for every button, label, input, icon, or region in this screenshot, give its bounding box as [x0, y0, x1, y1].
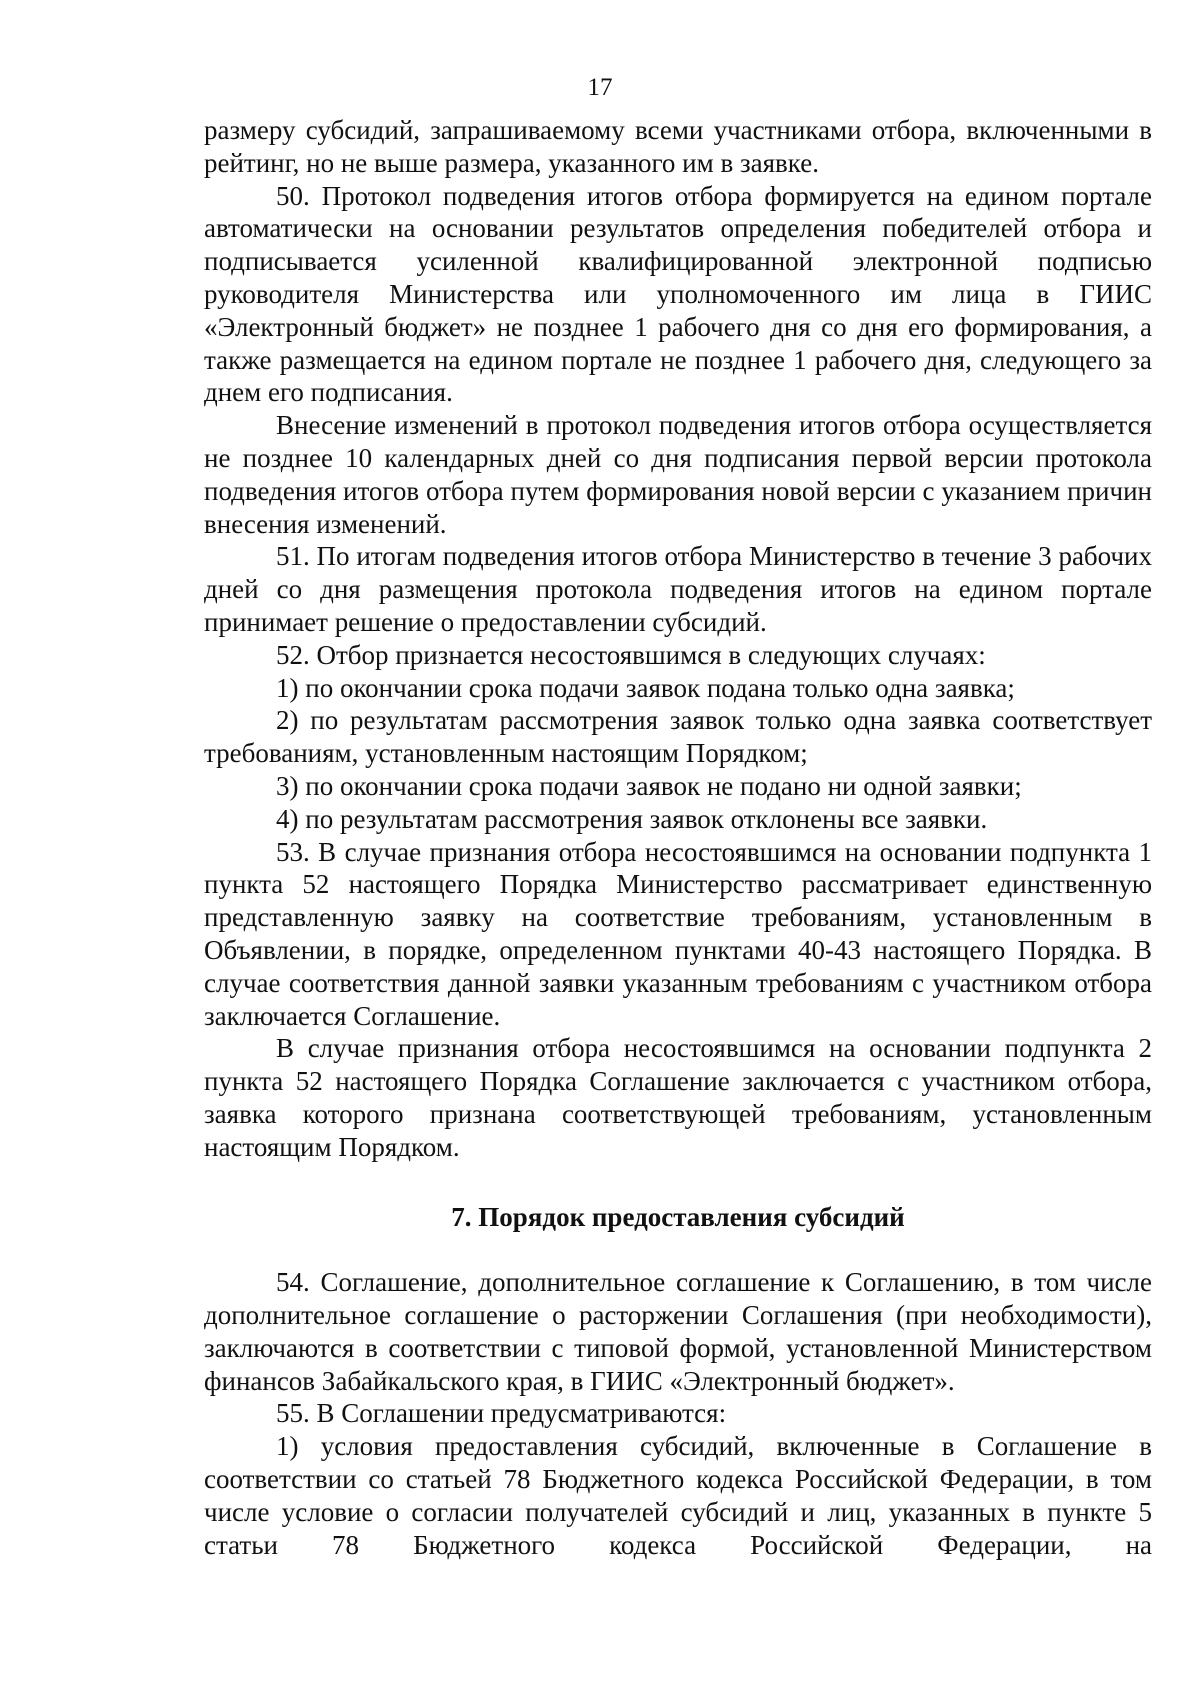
paragraph-item-50: 50. Протокол подведения итогов отбора формируется на едином портале автоматически на основании результатов определения победителей отбора и подписывается усиленной квалифицированной электронной подписью руководителя Министерства или уполномоченного им лица в ГИИС «Электронный бюджет» не позднее 1 рабочего дня со дня его формирования, а также размещается на едином портале не позднее 1 рабочего дня, следующего за днем его подписания.: [204, 180, 1152, 408]
paragraph-item-52-sub-3: 3) по окончании срока подачи заявок не подано ни одной заявки;: [276, 770, 1022, 801]
paragraph-item-55: 55. В Соглашении предусматриваются:: [276, 1398, 727, 1429]
paragraph-item-54: 54. Соглашение, дополнительное соглашение к Соглашению, в том числе дополнительное соглашение о расторжении Соглашения (при необходимости), заключаются в соответствии с типовой формой, установленной Министерством финансов Забайкальского края, в ГИИС «Электронный бюджет».: [204, 1267, 1152, 1396]
paragraph-item-51: 51. По итогам подведения итогов отбора Министерство в течение 3 рабочих дней со дня размещения протокола подведения итогов на едином портале принимает решение о предоставлении субсидий.: [204, 541, 1152, 637]
paragraph-item-52: 52. Отбор признается несостоявшимся в следующих случаях:: [276, 639, 986, 670]
paragraph-item-53-continued: В случае признания отбора несостоявшимся на основании подпункта 2 пункта 52 настоящего Порядка Соглашение заключается с участником отбора, заявка которого признана соответствующей требованиям, установленным настоящим Порядком.: [204, 1033, 1152, 1162]
paragraph-item-53: 53. В случае признания отбора несостоявшимся на основании подпункта 1 пункта 52 настоящего Порядка Министерство рассматривает единственную представленную заявку на соответствие требованиям, установленным в Объявлении, в порядке, определенном пунктами 40-43 настоящего Порядка. В случае соответствия данной заявки указанным требованиям с участником отбора заключается Соглашение.: [204, 836, 1152, 1031]
page-number: 17: [587, 74, 613, 101]
document-body: [204, 114, 1152, 1561]
paragraph-item-52-sub-2: 2) по результатам рассмотрения заявок только одна заявка соответствует требованиям, установленным настоящим Порядком;: [204, 705, 1152, 769]
section-heading: 7. Порядок предоставления субсидий: [451, 1201, 905, 1232]
paragraph-protocol-changes: Внесение изменений в протокол подведения итогов отбора осуществляется не позднее 10 календарных дней со дня подписания первой версии протокола подведения итогов отбора путем формирования новой версии с указанием причин внесения изменений.: [204, 410, 1152, 539]
paragraph-item-55-sub-1: 1) условия предоставления субсидий, включенные в Соглашение в соответствии со статьей 78 Бюджетного кодекса Российской Федерации, в том числе условие о согласии получателей субсидий и лиц, указанных в пункте 5 статьи 78 Бюджетного кодекса Российской Федерации, на: [204, 1431, 1152, 1560]
paragraph-item-52-sub-1: 1) по окончании срока подачи заявок подана только одна заявка;: [276, 672, 1015, 703]
paragraph-item-52-sub-4: 4) по результатам рассмотрения заявок отклонены все заявки.: [276, 803, 988, 834]
paragraph-continuation: размеру субсидий, запрашиваемому всеми участниками отбора, включенными в рейтинг, но не выше размера, указанного им в заявке.: [204, 115, 1152, 178]
